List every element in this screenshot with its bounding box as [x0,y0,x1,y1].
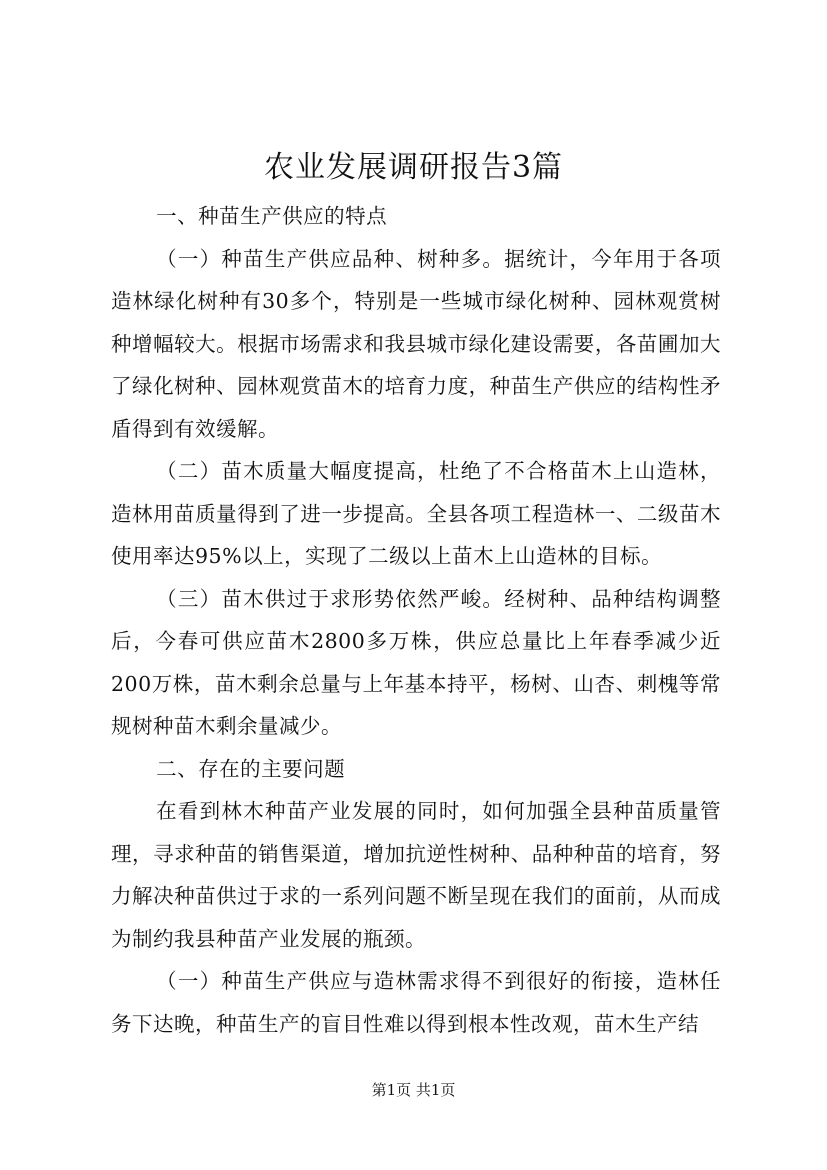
paragraph: （二）苗木质量大幅度提高，杜绝了不合格苗木上山造林，造林用苗质量得到了进一步提高。全县各项工程造林一、二级苗木使用率达95%以上，实现了二级以上苗木上山造林的目标。 [111,459,721,568]
document-body [111,195,721,1045]
paragraph: （一）种苗生产供应与造林需求得不到很好的衔接，造林任务下达晚，种苗生产的盲目性难以得到根本性改观，苗木生产结 [111,969,721,1036]
paragraph: 在看到林木种苗产业发展的同时，如何加强全县种苗质量管理，寻求种苗的销售渠道，增加抗逆性树种、品种种苗的培育，努力解决种苗供过于求的一系列问题不断呈现在我们的面前，从而成为制约我县种苗产业发展的瓶颈。 [111,799,721,951]
paragraph: （三）苗木供过于求形势依然严峻。经树种、品种结构调整后，今春可供应苗木2800多万株，供应总量比上年春季减少近200万株，苗木剩余总量与上年基本持平，杨树、山杏、刺槐等常规树种苗木剩余量减少。 [111,586,721,738]
section-heading-1: 一、种苗生产供应的特点 [156,204,388,228]
document-title: 农业发展调研报告3篇 [263,150,564,185]
page-footer: 第1页 共1页 [371,1081,456,1099]
paragraph: （一）种苗生产供应品种、树种多。据统计，今年用于各项造林绿化树种有30多个，特别是一些城市绿化树种、园林观赏树种增幅较大。根据市场需求和我县城市绿化建设需要，各苗圃加大了绿化树种、园林观赏苗木的培育力度，种苗生产供应的结构性矛盾得到有效缓解。 [111,246,721,441]
section-heading-2: 二、存在的主要问题 [156,756,346,781]
